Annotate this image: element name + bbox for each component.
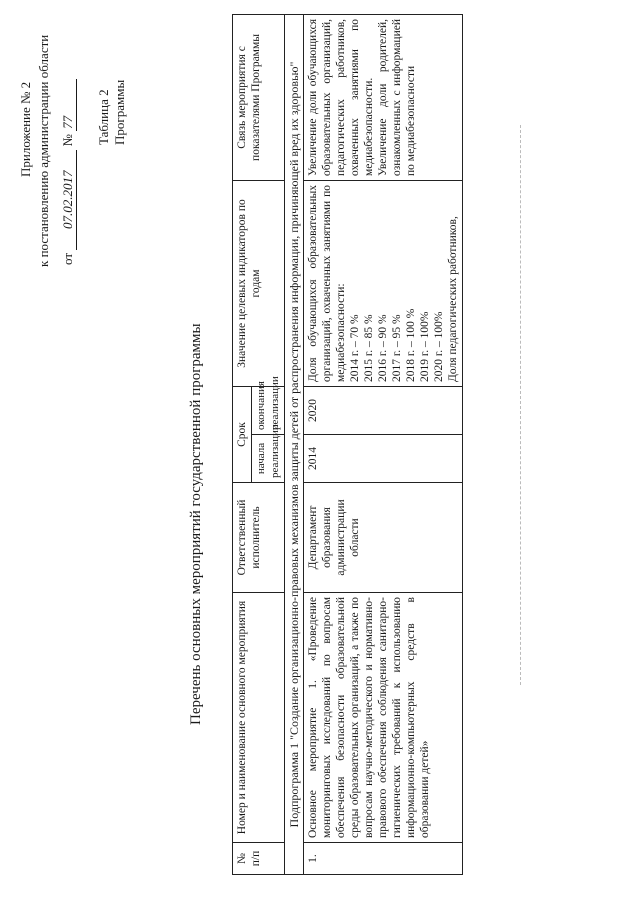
program-table xyxy=(232,14,463,875)
number-value: 77 xyxy=(60,79,77,131)
col-link-header: Связь мероприятия с показателями Программы xyxy=(233,14,285,180)
page-title: Перечень основных мероприятий государственной программы xyxy=(188,323,204,725)
value-year-2017: 2017 г. – 95 % xyxy=(391,314,403,382)
col-term-header: Срок xyxy=(233,386,252,482)
row-name: Основное мероприятие 1. «Проведение мониторинговых исследований по вопросам обеспечения безопасности образовательной среды образовательных организаций, а также по вопросам научно-методического и нормативно-правового обеспечения соблюдения санитарно-гигиенических требований к использованию информационно-компьютерных средств в образовании детей» xyxy=(304,593,463,843)
date-line xyxy=(60,79,77,265)
value-year-2016: 2016 г. – 90 % xyxy=(377,314,389,382)
scan-fold-line xyxy=(520,125,521,685)
table-row xyxy=(304,14,463,874)
row-end: 2020 xyxy=(304,386,463,434)
subprogram-row xyxy=(285,14,304,874)
row-responsible: Департамент образования администрации области xyxy=(304,483,463,593)
row-num: 1. xyxy=(304,843,463,875)
date-value: 07.02.2017 xyxy=(60,150,77,250)
table-label: Таблица 2 xyxy=(96,89,111,145)
value-year-2014: 2014 г. – 70 % xyxy=(349,314,361,382)
value-year-2015: 2015 г. – 85 % xyxy=(363,314,375,382)
values-tail: Доля педагогических работников, xyxy=(447,216,459,382)
value-year-2019: 2019 г. – 100% xyxy=(419,311,431,382)
col-num-header: № п/п xyxy=(233,843,285,875)
col-name-header: Номер и наименование основного мероприятия xyxy=(233,593,285,843)
values-intro: Доля обучающихся образовательных организаций, охваченных занятиями по медиабезопасности: xyxy=(307,184,347,382)
table-header-row xyxy=(233,14,252,874)
row-values xyxy=(304,180,463,386)
col-values-header: Значение целевых индикаторов по годам xyxy=(233,180,285,386)
resolution-line: к постановлению администрации области xyxy=(36,34,51,267)
col-end-header: окончания реализации xyxy=(252,386,285,434)
value-year-2018: 2018 г. – 100 % xyxy=(405,308,417,382)
col-start-header: начала реализации xyxy=(252,435,285,483)
row-start: 2014 xyxy=(304,435,463,483)
appendix-line: Приложение № 2 xyxy=(18,81,33,177)
date-prefix: от xyxy=(60,252,75,265)
subprogram-title: Подпрограмма 1 "Создание организационно-правовых механизмов защиты детей от распространения информации, причиняющей вред их здоровью" xyxy=(285,14,304,874)
value-year-2020: 2020 г. – 100% xyxy=(433,311,445,382)
number-sign: № xyxy=(60,134,75,147)
row-link: Увеличение доли обучающихся образовательных организаций, педагогических работников, охваченных занятиями по медиабезопасности. Увеличение доли родителей, ознакомленных с информацией по медиабезопасности xyxy=(304,14,463,180)
table-sub: Программы xyxy=(112,79,127,145)
col-responsible-header: Ответственный исполнитель xyxy=(233,483,285,593)
